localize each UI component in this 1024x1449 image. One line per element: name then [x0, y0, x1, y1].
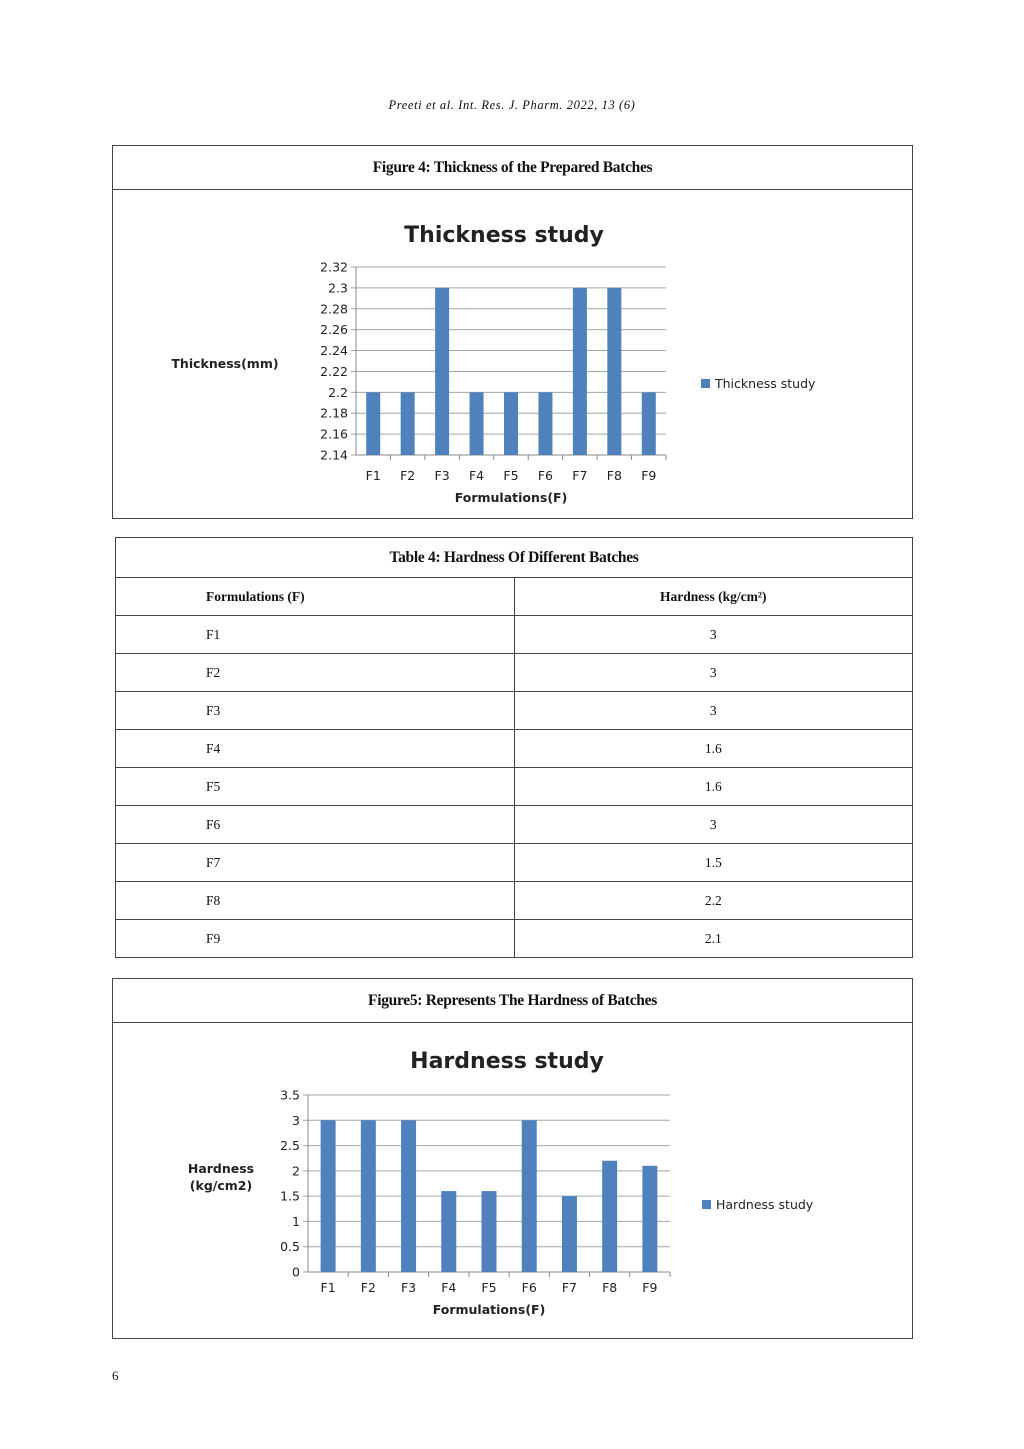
bar — [504, 392, 518, 455]
y-tick-label: 2.32 — [320, 259, 348, 275]
x-tick-label: F2 — [400, 468, 416, 483]
table-row — [116, 654, 912, 692]
cell-formulation: F2 — [116, 654, 514, 692]
figure-4-caption: Figure 4: Thickness of the Prepared Batches — [113, 146, 912, 190]
cell-formulation: F5 — [116, 768, 514, 806]
y-tick-label: 1 — [292, 1213, 300, 1229]
y-tick-label: 2.14 — [320, 447, 348, 463]
y-tick-label: 2.5 — [280, 1138, 300, 1154]
header-formulations: Formulations (F) — [116, 578, 514, 616]
x-axis-label: Formulations(F) — [454, 490, 568, 505]
x-tick-label: F3 — [434, 468, 450, 483]
cell-hardness: 3 — [514, 692, 912, 730]
cell-formulation: F7 — [116, 844, 514, 882]
y-tick-label: 1.5 — [280, 1188, 300, 1204]
y-tick-label: 0 — [292, 1264, 300, 1280]
bar — [361, 1120, 376, 1272]
x-tick-label: F3 — [400, 1280, 417, 1295]
figure-4-box — [112, 145, 913, 519]
x-tick-label: F7 — [561, 1280, 578, 1295]
x-tick-label: F6 — [537, 468, 554, 483]
table-row — [116, 920, 912, 958]
x-tick-label: F7 — [572, 468, 588, 483]
y-tick-label: 2.3 — [328, 280, 348, 296]
bar — [573, 288, 587, 455]
table-header-row — [116, 578, 912, 616]
table-row — [116, 882, 912, 920]
y-tick-label: 2.28 — [320, 301, 348, 317]
y-tick-label: 2.24 — [320, 343, 348, 359]
legend-label: Hardness study — [716, 1197, 814, 1212]
y-tick-label: 2 — [292, 1163, 300, 1179]
y-tick-label: 2.26 — [320, 322, 348, 338]
bar — [482, 1191, 497, 1272]
x-tick-label: F1 — [320, 1280, 336, 1295]
table-row — [116, 768, 912, 806]
table-row — [116, 806, 912, 844]
x-tick-label: F8 — [602, 1280, 618, 1295]
y-axis-label: Hardness — [187, 1161, 255, 1176]
bar — [401, 1120, 416, 1272]
bar — [538, 392, 552, 455]
x-tick-label: F9 — [642, 1280, 658, 1295]
cell-hardness: 3 — [514, 616, 912, 654]
cell-hardness: 3 — [514, 654, 912, 692]
cell-hardness: 2.2 — [514, 882, 912, 920]
y-tick-label: 0.5 — [280, 1239, 300, 1255]
x-tick-label: F9 — [641, 468, 657, 483]
bar — [602, 1161, 617, 1272]
cell-hardness: 1.6 — [514, 730, 912, 768]
chart-title: Thickness study — [404, 223, 604, 248]
x-tick-label: F4 — [468, 468, 485, 483]
bar — [607, 288, 621, 455]
cell-hardness: 1.5 — [514, 844, 912, 882]
figure-5-caption: Figure5: Represents The Hardness of Batches — [113, 979, 912, 1023]
table-row — [116, 844, 912, 882]
legend-swatch — [702, 1200, 711, 1209]
y-tick-label: 2.22 — [320, 363, 348, 379]
cell-hardness: 2.1 — [514, 920, 912, 958]
y-tick-label: 3.5 — [280, 1087, 300, 1103]
y-tick-label: 2.2 — [328, 384, 348, 400]
bar — [470, 392, 484, 455]
table-row — [116, 730, 912, 768]
x-tick-label: F6 — [521, 1280, 537, 1295]
x-tick-label: F4 — [441, 1280, 457, 1295]
table-4-caption: Table 4: Hardness Of Different Batches — [116, 538, 912, 578]
bar — [642, 392, 656, 455]
table-row — [116, 616, 912, 654]
header-hardness: Hardness (kg/cm²) — [660, 588, 767, 604]
cell-formulation: F6 — [116, 806, 514, 844]
cell-hardness: 1.6 — [514, 768, 912, 806]
y-axis-label: Thickness(mm) — [171, 356, 279, 371]
x-tick-label: F8 — [606, 468, 622, 483]
y-tick-label: 2.16 — [320, 426, 348, 442]
hardness-table — [116, 578, 912, 957]
thickness-chart — [113, 190, 912, 519]
table-4-box — [115, 537, 913, 958]
chart-title: Hardness study — [410, 1049, 604, 1074]
y-tick-label: 3 — [292, 1112, 300, 1128]
bar — [401, 392, 415, 455]
x-tick-label: F5 — [503, 468, 519, 483]
cell-formulation: F3 — [116, 692, 514, 730]
hardness-chart — [113, 1023, 912, 1339]
cell-formulation: F4 — [116, 730, 514, 768]
bar — [366, 392, 380, 455]
bar — [435, 288, 449, 455]
figure-5-box — [112, 978, 913, 1339]
x-axis-label: Formulations(F) — [432, 1302, 546, 1317]
cell-formulation: F8 — [116, 882, 514, 920]
x-tick-label: F5 — [481, 1280, 497, 1295]
bar — [562, 1196, 577, 1272]
y-axis-label: (kg/cm2) — [189, 1178, 253, 1193]
cell-hardness: 3 — [514, 806, 912, 844]
bar — [522, 1120, 537, 1272]
cell-formulation: F1 — [116, 616, 514, 654]
bar — [642, 1166, 657, 1272]
x-tick-label: F1 — [365, 468, 381, 483]
table-row — [116, 692, 912, 730]
bar — [321, 1120, 336, 1272]
bar — [441, 1191, 456, 1272]
page-number: 6 — [112, 1368, 119, 1383]
legend-swatch — [701, 379, 710, 388]
running-head: Preeti et al. Int. Res. J. Pharm. 2022, 13 (6) — [388, 98, 636, 112]
cell-formulation: F9 — [116, 920, 514, 958]
x-tick-label: F2 — [360, 1280, 376, 1295]
legend-label: Thickness study — [715, 376, 816, 391]
y-tick-label: 2.18 — [320, 405, 348, 421]
